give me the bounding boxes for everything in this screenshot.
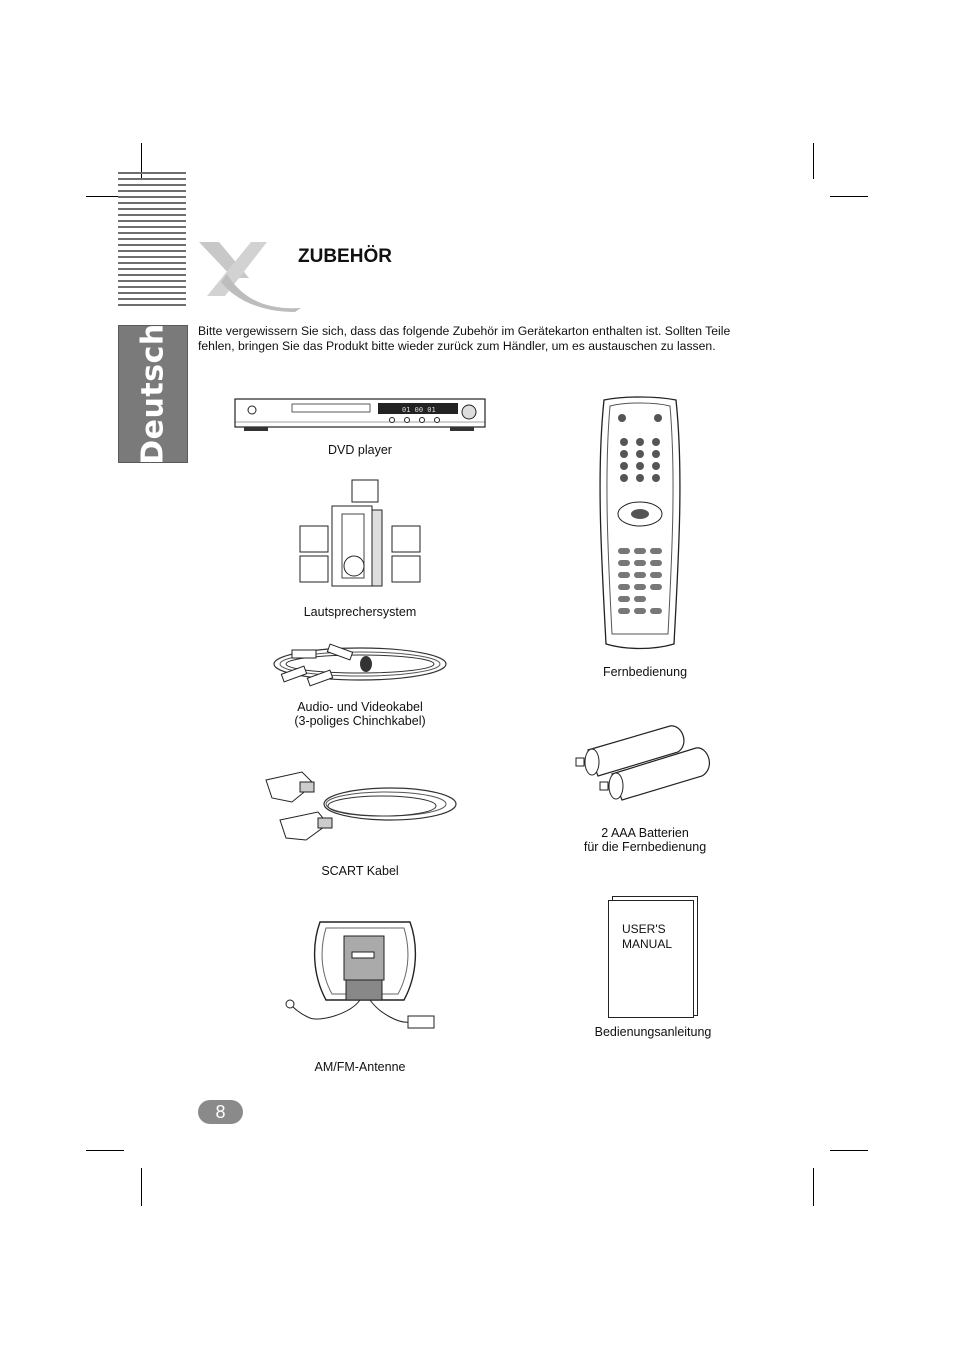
antenna-illustration bbox=[280, 914, 440, 1036]
svg-text:01 00 01: 01 00 01 bbox=[402, 406, 436, 414]
sidebar-stripes bbox=[118, 172, 186, 312]
av-cable-illustration bbox=[268, 640, 452, 690]
language-tab-label: Deutsch bbox=[135, 323, 171, 465]
speaker-system-illustration bbox=[296, 476, 426, 590]
page-number-badge bbox=[198, 1100, 243, 1124]
crop-mark-bottom-right-h bbox=[830, 1150, 868, 1151]
scart-cable-caption: SCART Kabel bbox=[321, 864, 399, 878]
user-manual-illustration bbox=[608, 896, 698, 1016]
intro-text bbox=[198, 324, 778, 354]
page-number: 8 bbox=[215, 1102, 226, 1122]
language-tab bbox=[118, 325, 188, 463]
intro-line-1: Bitte vergewissern Sie sich, dass das folgende Zubehör im Gerätekarton enthalten ist. Sollten Teile bbox=[198, 324, 731, 338]
dvd-player-caption: DVD player bbox=[328, 443, 392, 457]
av-cable-caption bbox=[270, 700, 450, 728]
crop-mark-bottom-left-h bbox=[86, 1150, 124, 1151]
batteries-caption-line-2: für die Fernbedienung bbox=[583, 840, 707, 854]
remote-control-caption: Fernbedienung bbox=[602, 665, 688, 679]
antenna-caption: AM/FM-Antenne bbox=[314, 1060, 406, 1074]
section-title: ZUBEHÖR bbox=[298, 246, 392, 267]
manual-cover-line-2: MANUAL bbox=[622, 937, 673, 951]
av-cable-caption-line-1: Audio- und Videokabel bbox=[297, 700, 423, 714]
av-cable-caption-line-2: (3-poliges Chinchkabel) bbox=[294, 714, 426, 728]
crop-mark-top-right-v bbox=[813, 143, 814, 179]
scart-cable-illustration bbox=[262, 768, 462, 848]
manual-cover-line-1: USER'S bbox=[622, 922, 666, 936]
batteries-caption bbox=[565, 826, 725, 854]
remote-control-illustration bbox=[594, 396, 686, 652]
batteries-illustration bbox=[574, 722, 716, 802]
batteries-caption-line-1: 2 AAA Batterien bbox=[601, 826, 689, 840]
dvd-player-illustration bbox=[232, 396, 488, 436]
crop-mark-bottom-right-v bbox=[813, 1168, 814, 1206]
crop-mark-top-right-h bbox=[830, 196, 868, 197]
user-manual-caption: Bedienungsanleitung bbox=[594, 1025, 712, 1039]
speaker-system-caption: Lautsprechersystem bbox=[303, 605, 417, 619]
intro-line-2: fehlen, bringen Sie das Produkt bitte wieder zurück zum Händler, um es austauschen zu lassen. bbox=[198, 339, 716, 353]
x-logo-icon bbox=[195, 238, 305, 312]
crop-mark-bottom-left-v bbox=[141, 1168, 142, 1206]
